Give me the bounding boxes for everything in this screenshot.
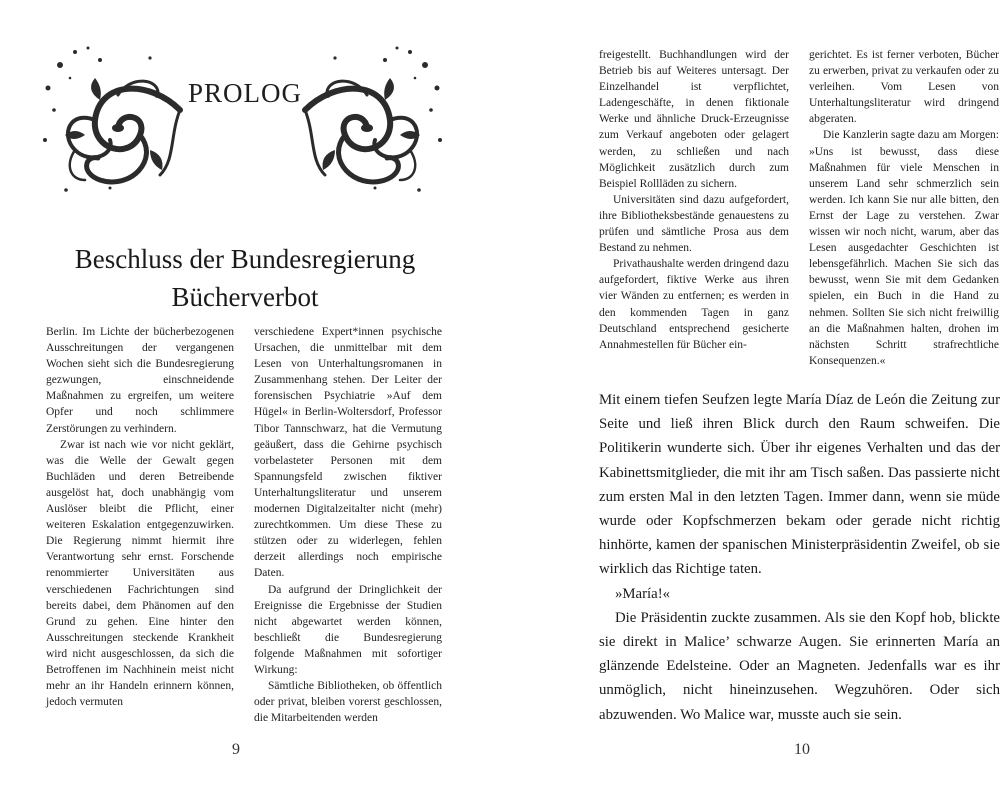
paragraph: Zwar ist nach wie vor nicht geklärt, was die Welle der Gewalt gegen Buchläden und deren Betreibende ausgelöst hat, doch unabhängig vom Auslöser bleibt die Pflicht, einer weiteren Eskalation entgegenzuwirken. Die Regierung nimmt hiermit ihre Verantwortung sehr ernst. Forschende renommierter Universitäten aus verschiedenen Fachrichtungen sind bereits dabei, dem Phänomen auf den Grund zu gehen. Eine hinter den Ausschreitungen steckende Krankheit wird nicht ausgeschlossen, da sich die Betroffenen im Nachhinein meist nicht mehr an ihr Handeln erinnern können, jedoch vermuten	[46, 438, 234, 709]
headline-line-2: Bücherverbot	[171, 282, 319, 312]
paragraph: Da aufgrund der Dringlichkeit der Ereignisse die Ergebnisse der Studien nicht abgewartet werden können, beschließt die Bundesregierung folgende Maßnahmen mit sofortiger Wirkung:	[254, 583, 442, 676]
left-page-column-1	[46, 324, 234, 710]
flourish-ornament-left-icon	[40, 40, 190, 200]
left-page-column-2	[254, 324, 442, 726]
paragraph: Sämtliche Bibliotheken, ob öffentlich oder privat, bleiben vorerst geschlossen, die Mitarbeitenden werden	[254, 680, 442, 725]
paragraph: Die Kanzlerin sagte dazu am Morgen: »Uns ist bewusst, dass diese Maßnahmen für viele Menschen in unserem Land sehr schmerzlich sein werden. Ich kann Sie nur alle bitten, den Ernst der Lage zu verstehen. Zwar wissen wir noch nicht, warum, aber das Lesen ausgedachter Geschichten ist lebensgefährlich. Machen Sie sich das bewusst, wenn Sie mit dem Gedanken spielen, ein Buch in die Hand zu nehmen. Sollten Sie sich nicht freiwillig an die Maßnahmen halten, drohen im nächsten Schritt strafrechtliche Konsequenzen.«	[809, 129, 999, 367]
right-page	[500, 0, 1000, 800]
headline-line-1: Beschluss der Bundesregierung	[74, 244, 416, 274]
paragraph: Berlin. Im Lichte der bücherbezogenen Ausschreitungen der vergangenen Wochen sieht sich die Bundesregierung gezwungen, einschneidende Maßnahmen zu ergreifen, um weitere Opfer und noch schlimmere Zerstörungen zu verhindern.	[46, 326, 234, 435]
right-page-column-2	[809, 47, 999, 369]
paragraph: freigestellt. Buchhandlungen wird der Betrieb bis auf Weiteres untersagt. Der Einzelhandel ist verpflichtet, Ladengeschäfte, in denen fiktionale Werke und ähnliche Druck-Erzeugnisse zum Verkauf angeboten oder gelagert werden, zu schließen und nach Möglichkeit zusätzlich durch zum Beispiel Rollläden zu sichern.	[599, 49, 789, 190]
paragraph: Universitäten sind dazu aufgefordert, ihre Bibliotheksbestände genauestens zu prüfen und sämtliche Prosa aus dem Bestand zu nehmen.	[599, 193, 789, 255]
paragraph: »María!«	[615, 585, 671, 602]
paragraph: verschiedene Expert*innen psychische Ursachen, die unmittelbar mit dem Lesen von Unterhaltungsromanen in Zusammenhang stehen. Der Leiter der forensischen Psychiatrie »Auf dem Hügel« in Berlin-Woltersdorf, Professor Tibor Tannschwarz, hat die Vermutung geäußert, dass die Gehirne psychisch vorbelasteter Personen mit dem Spannungsfeld zwischen fiktiver Unterhaltungsliteratur und unserem modernen Digitalzeitalter nicht (mehr) zurechtkommen. Um diese These zu stützen oder zu widerlegen, fehlen derzeit allerdings noch empirische Daten.	[254, 326, 442, 580]
page-number-left: 9	[232, 741, 240, 758]
chapter-title: PROLOG	[187, 78, 302, 108]
narrative-text	[599, 388, 1000, 727]
paragraph: Privathaushalte werden dringend dazu aufgefordert, fiktive Werke aus ihren vier Wänden zu entfernen; es werden in den kommenden Tagen in ganz Deutschland entsprechend gesicherte Annahmestellen für Bücher ein-	[599, 258, 789, 351]
paragraph: Mit einem tiefen Seufzen legte María Díaz de León die Zeitung zur Seite und ließ ihren Blick durch den Raum schweifen. Die Politikerin wunderte sich. Über ihr eigenes Verhalten und das der Kabinettsmitglieder, die mit ihr am Tisch saßen. Das passierte nicht zum ersten Mal in den letzten Tagen. Immer dann, wenn sie müde wurde oder Kopfschmerzen bekam oder gerade nicht richtig hinhörte, kamen der spanischen Ministerpräsidentin Zweifel, ob sie wirklich das Richtige taten.	[599, 392, 1000, 578]
paragraph: Die Präsidentin zuckte zusammen. Als sie den Kopf hob, blickte sie direkt in Malice’ schwarze Augen. Sie erinnerten María an glänzende Edelsteine. Oder an Magneten. Jedenfalls war es ihr unmöglich, nicht hineinzusehen. Wegzuhören. Oder sich abzuwenden. Wo Malice war, musste auch sie sein.	[599, 609, 1000, 723]
article-headline	[40, 240, 450, 316]
page-number-right: 10	[794, 741, 810, 758]
paragraph: gerichtet. Es ist ferner verboten, Bücher zu erwerben, privat zu verkaufen oder zu verleihen. Vom Lesen von Unterhaltungsliteratur wird dringend abgeraten.	[809, 49, 999, 126]
right-page-column-1	[599, 47, 789, 353]
flourish-ornament-right-icon	[295, 40, 445, 200]
